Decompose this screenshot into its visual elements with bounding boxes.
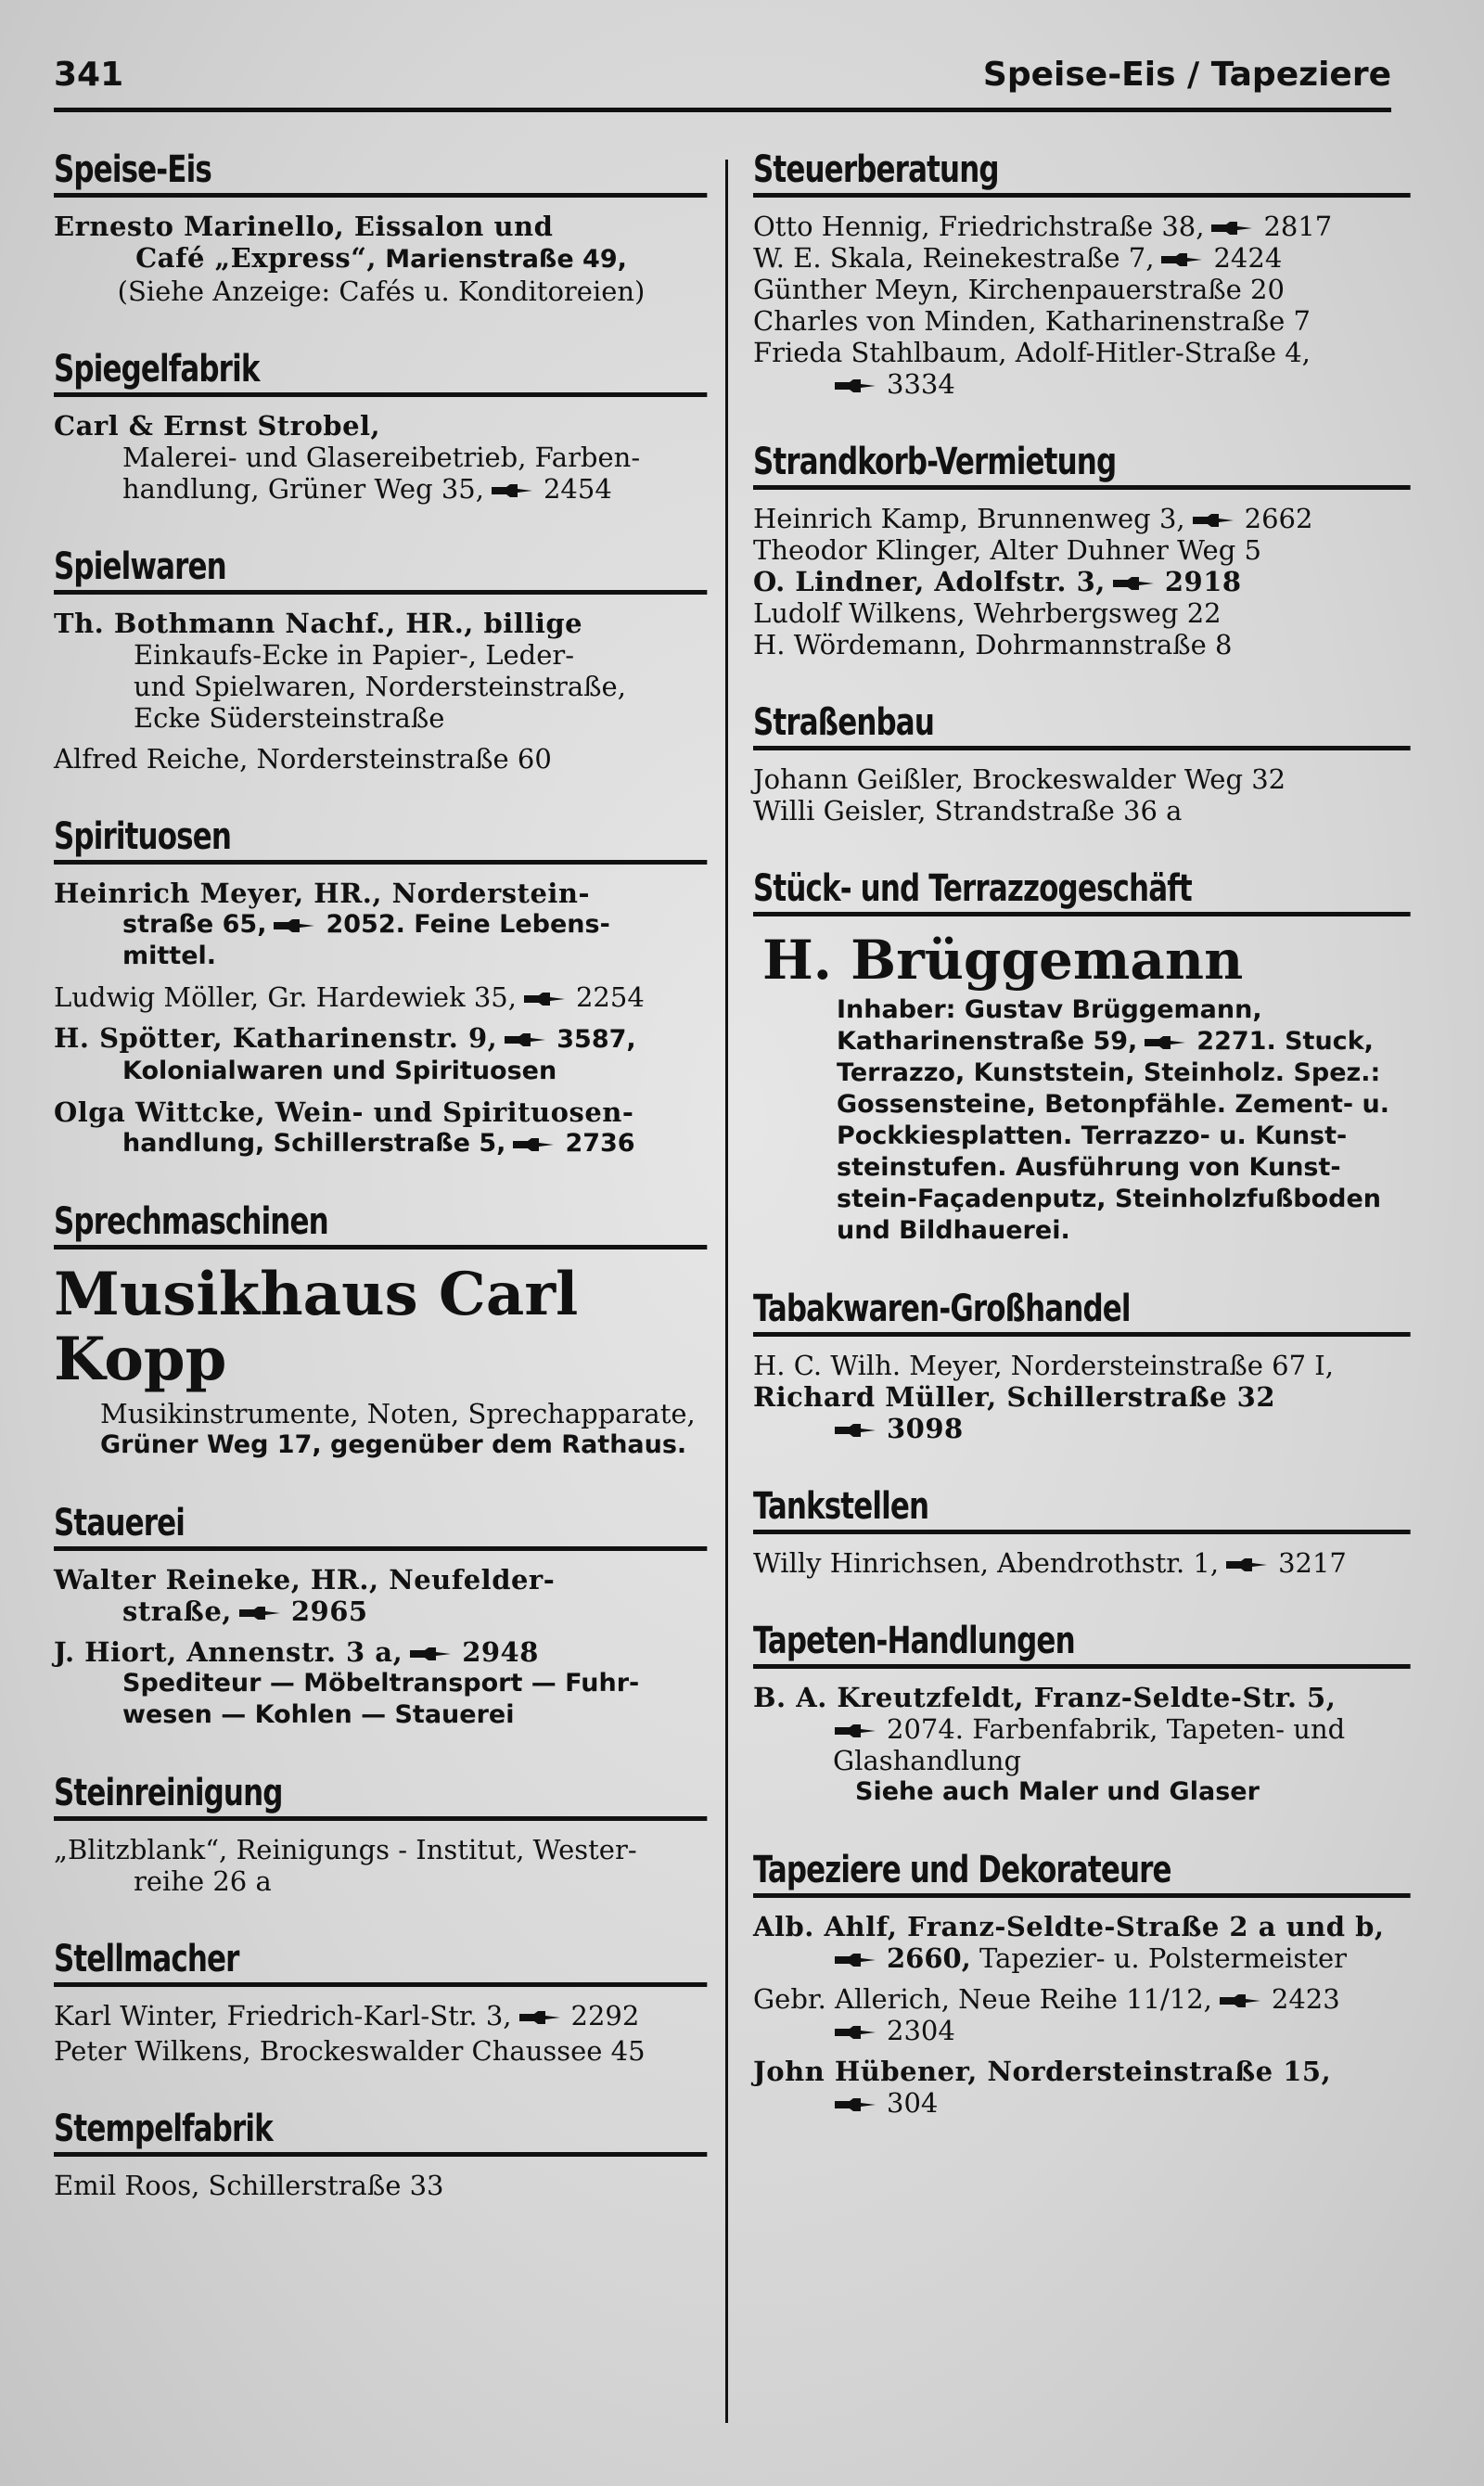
listing (54, 2000, 709, 2031)
listing-detail: Glashandlung (833, 1745, 1022, 1776)
listing (753, 566, 1412, 597)
telephone-icon (1111, 575, 1156, 592)
listing-name: Olga Wittcke, Wein- und Spirituosen- (54, 1096, 634, 1128)
section-title: Straßenbau (753, 701, 1410, 750)
section-stempelfabrik (54, 2108, 709, 2201)
phone-number: 2271. (1196, 1027, 1276, 1056)
listing-detail: Stuck, (1285, 1027, 1374, 1056)
telephone-icon (833, 1723, 877, 1739)
phone-number: 2423 (1271, 1983, 1340, 2015)
listing-detail: Pockkiesplatten. Terrazzo- u. Kunst- (837, 1121, 1348, 1150)
listing-name: Ernesto Marinello, Eissalon und (54, 211, 554, 242)
listing (54, 410, 709, 505)
listing-address: straße, (122, 1595, 232, 1627)
phone-number: 2454 (543, 473, 612, 505)
listing (753, 211, 1412, 242)
running-title: Speise-Eis / Tapeziere (982, 56, 1391, 94)
listing-detail: Feine Lebens- (414, 910, 610, 939)
section-steuerberatung (753, 148, 1412, 400)
left-column (54, 148, 709, 2242)
listing-name: Willy Hinrichsen, Abendrothstr. 1, (753, 1547, 1220, 1579)
listing-name: Richard Müller, Schillerstraße 32 (753, 1381, 1276, 1413)
listing-detail: Ecke Südersteinstraße (134, 702, 445, 734)
listing (753, 503, 1412, 534)
listing-name: Café „Express“, (135, 242, 377, 274)
phone-number: 2254 (575, 981, 645, 1013)
listing (54, 1834, 709, 1897)
phone-number: 2304 (887, 2015, 955, 2046)
listing-detail: Musikinstrumente, Noten, Sprechapparate, (100, 1398, 696, 1429)
listing-name: Frieda Stahlbaum, Adolf-Hitler-Straße 4, (753, 337, 1311, 368)
phone-number: 2424 (1213, 242, 1283, 274)
listing (753, 2056, 1412, 2119)
section-title: Spielwaren (54, 545, 707, 595)
section-steinreinigung (54, 1772, 709, 1897)
listing: Emil Roos, Schillerstraße 33 (54, 2170, 444, 2201)
listing (54, 211, 709, 307)
listing-name: Ludwig Möller, Gr. Hardewiek 35, (54, 981, 517, 1013)
phone-number: 3217 (1278, 1547, 1347, 1579)
column-divider (725, 160, 728, 2423)
telephone-icon (1224, 1557, 1269, 1573)
section-speise-eis (54, 148, 709, 307)
phone-number: 3587, (556, 1025, 636, 1054)
phone-number: 2662 (1244, 503, 1313, 534)
listing-detail: mittel. (122, 942, 217, 970)
listing (753, 1547, 1412, 1579)
phone-number: 2965 (290, 1595, 368, 1627)
listing: Alfred Reiche, Nordersteinstraße 60 (54, 743, 552, 775)
listing-address: handlung, Schillerstraße 5, (122, 1129, 506, 1158)
telephone-icon (833, 378, 877, 394)
section-title: Tapeziere und Dekorateure (753, 1849, 1410, 1898)
listing (54, 608, 709, 734)
listing-name: H. Spötter, Katharinenstr. 9, (54, 1022, 498, 1054)
listing-name: „Blitzblank“, Reinigungs - Institut, Wester- (54, 1834, 637, 1865)
listing: Charles von Minden, Katharinenstraße 7 (753, 305, 1311, 337)
section-spiegelfabrik (54, 348, 709, 505)
advert-name: Musikhaus Carl Kopp (54, 1260, 579, 1394)
telephone-icon (237, 1605, 282, 1621)
listing (54, 1022, 709, 1087)
telephone-icon (511, 1136, 556, 1153)
telephone-icon (833, 1422, 877, 1439)
listing-name: John Hübener, Nordersteinstraße 15, (753, 2056, 1332, 2087)
listing (54, 981, 709, 1013)
section-spirituosen (54, 815, 709, 1160)
section-title: Spiegelfabrik (54, 348, 707, 397)
listing (54, 878, 709, 972)
listing-detail: handlung, Grüner Weg 35, (122, 473, 484, 505)
listing (753, 242, 1412, 274)
section-title: Tankstellen (753, 1485, 1410, 1534)
telephone-icon (833, 2096, 877, 2113)
section-title: Tapeten-Handlungen (753, 1620, 1410, 1669)
section-title: Steuerberatung (753, 148, 1410, 198)
section-title: Stauerei (54, 1502, 707, 1551)
phone-number: 3098 (887, 1413, 964, 1444)
listing-address: reihe 26 a (134, 1865, 272, 1897)
phone-number: 2292 (570, 2000, 640, 2031)
telephone-icon (833, 2024, 877, 2041)
listing-address: Katharinenstraße 59, (837, 1027, 1138, 1056)
listing-name: B. A. Kreutzfeldt, Franz-Seldte-Str. 5, (753, 1682, 1337, 1713)
section-tapeten-handlungen (753, 1620, 1412, 1808)
listing-name: Otto Hennig, Friedrichstraße 38, (753, 211, 1205, 242)
listing-name: Heinrich Meyer, HR., Norderstein- (54, 878, 591, 909)
listing-name: W. E. Skala, Reinekestraße 7, (753, 242, 1155, 274)
section-tabakwaren (753, 1288, 1412, 1444)
telephone-icon (518, 2009, 562, 2026)
listing-detail: Einkaufs-Ecke in Papier-, Leder- (134, 639, 575, 671)
listing (54, 1564, 709, 1627)
phone-number: 2817 (1263, 211, 1333, 242)
section-strandkorb-vermietung (753, 441, 1412, 660)
phone-number: 2736 (565, 1129, 635, 1158)
listing-detail: und Bildhauerei. (837, 1216, 1070, 1245)
section-title: Strandkorb-Vermietung (753, 441, 1410, 490)
listing (54, 1398, 709, 1461)
section-spielwaren (54, 545, 709, 775)
listing-note: Siehe auch Maler und Glaser (855, 1777, 1260, 1806)
listing-name: Carl & Ernst Strobel, (54, 410, 381, 442)
listing: Johann Geißler, Brockeswalder Weg 32 (753, 763, 1286, 795)
section-title: Spirituosen (54, 815, 707, 865)
section-stauerei (54, 1502, 709, 1731)
section-tankstellen (753, 1485, 1412, 1579)
section-title: Stellmacher (54, 1938, 707, 1987)
telephone-icon (1159, 251, 1204, 268)
listing-name: Alb. Ahlf, Franz-Seldte-Straße 2 a und b, (753, 1911, 1385, 1942)
phone-number: 2948 (462, 1636, 539, 1668)
listing-detail: Gossensteine, Betonpfähle. Zement- u. (837, 1090, 1389, 1119)
listing-name: Inhaber: Gustav Brüggemann, (837, 995, 1262, 1024)
listing-detail: Kolonialwaren und Spirituosen (122, 1057, 557, 1085)
listing-address: straße 65, (122, 910, 267, 939)
listing-detail: Farbenfabrik, Tapeten- und (972, 1713, 1346, 1745)
telephone-icon (503, 1032, 547, 1048)
phone-number: 2052. (326, 910, 405, 939)
telephone-icon (1143, 1034, 1187, 1051)
listing-detail: steinstufen. Ausführung von Kunst- (837, 1153, 1341, 1182)
listing-note: (Siehe Anzeige: Cafés u. Konditoreien) (117, 276, 646, 307)
listing-detail: stein-Façadenputz, Steinholzfußboden (837, 1185, 1381, 1213)
telephone-icon (272, 917, 316, 934)
listing (753, 1682, 1412, 1808)
listing (54, 1096, 709, 1160)
section-strassenbau (753, 701, 1412, 827)
listing (753, 337, 1412, 400)
section-title: Tabakwaren-Großhandel (753, 1288, 1410, 1337)
listing: Theodor Klinger, Alter Duhner Weg 5 (753, 534, 1261, 566)
listing: H. Wördemann, Dohrmannstraße 8 (753, 629, 1233, 660)
listing (54, 1636, 709, 1731)
listing-detail: und Spielwaren, Nordersteinstraße, (134, 671, 626, 702)
listing (753, 994, 1412, 1247)
section-title: Speise-Eis (54, 148, 707, 198)
listing-detail: wesen — Kohlen — Stauerei (122, 1700, 515, 1729)
listing-address: Grüner Weg 17, gegenüber dem Rathaus. (100, 1430, 687, 1459)
telephone-icon (408, 1646, 453, 1662)
telephone-icon (1218, 1993, 1262, 2009)
listing: Peter Wilkens, Brockeswalder Chaussee 45 (54, 2035, 646, 2067)
listing-name: Karl Winter, Friedrich-Karl-Str. 3, (54, 2000, 512, 2031)
listing-detail: Terrazzo, Kunststein, Steinholz. Spez.: (837, 1058, 1381, 1087)
listing-detail: Malerei- und Glasereibetrieb, Farben- (122, 442, 641, 473)
section-title: Stück- und Terrazzogeschäft (753, 867, 1410, 916)
listing: Ludolf Wilkens, Wehrbergsweg 22 (753, 597, 1222, 629)
section-stellmacher (54, 1938, 709, 2067)
page-number: 341 (54, 56, 124, 94)
phone-number: 2918 (1164, 566, 1242, 597)
page-header (54, 56, 1391, 112)
right-column (753, 148, 1412, 2159)
listing (753, 1381, 1412, 1444)
telephone-icon (1209, 220, 1254, 237)
listing: H. C. Wilh. Meyer, Nordersteinstraße 67 I, (753, 1350, 1334, 1381)
phone-number: 2074. (887, 1713, 965, 1745)
listing-name: Walter Reineke, HR., Neufelder- (54, 1564, 556, 1595)
section-title: Stempelfabrik (54, 2108, 707, 2157)
listing: Willi Geisler, Strandstraße 36 a (753, 795, 1183, 827)
phone-number: 304 (887, 2087, 939, 2119)
listing-name: J. Hiort, Annenstr. 3 a, (54, 1636, 403, 1668)
listing-detail: Tapezier- u. Polstermeister (979, 1942, 1347, 1974)
listing: Günther Meyn, Kirchenpauerstraße 20 (753, 274, 1285, 305)
section-title: Sprechmaschinen (54, 1200, 707, 1249)
telephone-icon (833, 1952, 877, 1968)
section-title: Steinreinigung (54, 1772, 707, 1821)
listing-detail: Spediteur — Möbeltransport — Fuhr- (122, 1669, 640, 1698)
listing-name: O. Lindner, Adolfstr. 3, (753, 566, 1106, 597)
section-tapeziere (753, 1849, 1412, 2119)
section-sprechmaschinen (54, 1200, 709, 1461)
advert-name: H. Brüggemann (762, 929, 1244, 992)
listing-name: Th. Bothmann Nachf., HR., billige (54, 608, 583, 639)
listing-name: Heinrich Kamp, Brunnenweg 3, (753, 503, 1185, 534)
telephone-icon (1191, 512, 1235, 529)
listing-address: Marienstraße 49, (385, 245, 627, 274)
telephone-icon (490, 482, 534, 499)
section-stueck-terrazzo (753, 867, 1412, 1247)
telephone-icon (522, 991, 567, 1007)
listing (753, 1983, 1412, 2046)
phone-number: 2660, (887, 1942, 971, 1974)
phone-number: 3334 (887, 368, 955, 400)
listing (753, 1911, 1412, 1974)
listing-name: Gebr. Allerich, Neue Reihe 11/12, (753, 1983, 1212, 2015)
